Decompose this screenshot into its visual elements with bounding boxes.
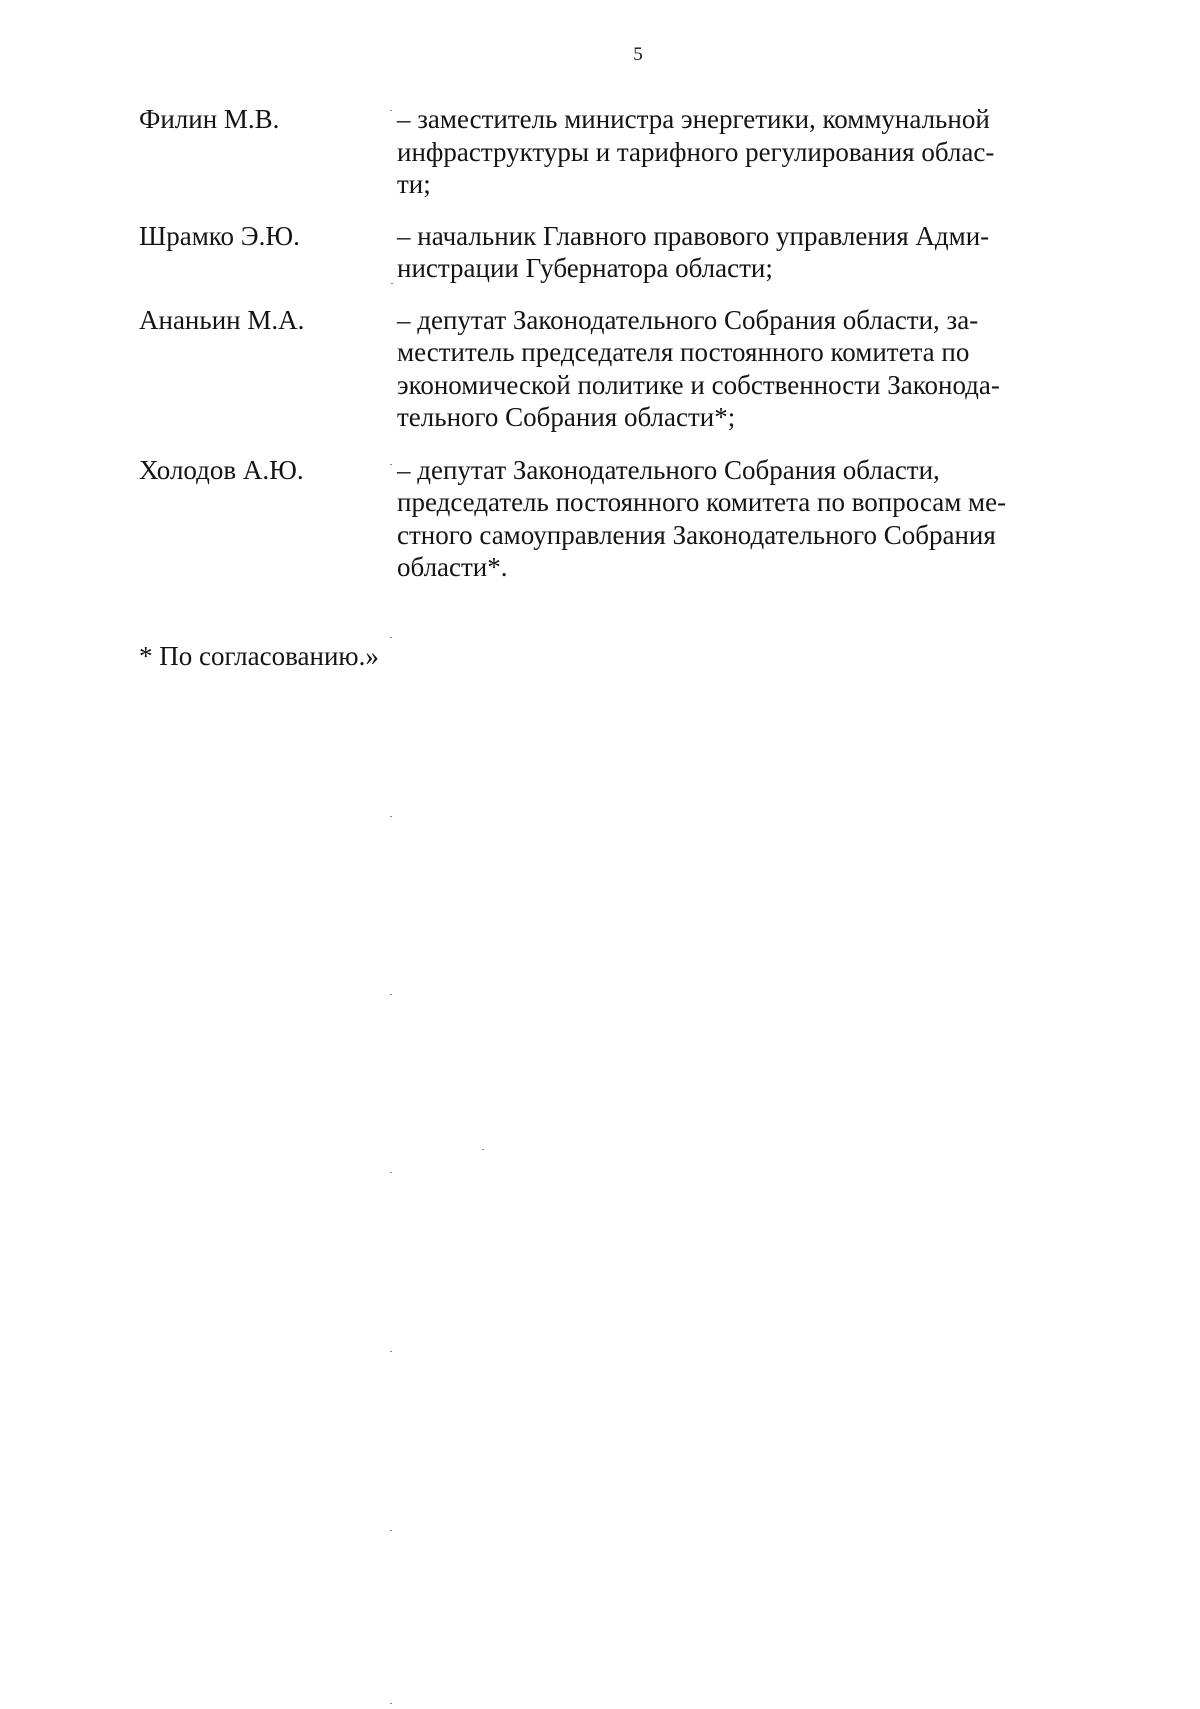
scan-speck (390, 1351, 392, 1352)
role-line: тельного Собрания области*; (397, 402, 736, 432)
scan-speck (390, 637, 392, 638)
footnote: * По согласованию.» (139, 641, 379, 671)
member-role (397, 220, 1037, 285)
scan-speck (390, 1172, 392, 1173)
member-row (139, 304, 1059, 434)
role-line: – депутат Законодательного Собрания области, за- (397, 304, 979, 335)
member-row (139, 220, 1059, 285)
member-role (397, 304, 1037, 434)
role-line: стного самоуправления Законодательного Собрания (397, 519, 996, 550)
member-row (139, 103, 1059, 201)
scan-speck (482, 1149, 484, 1150)
member-role (397, 103, 1037, 201)
member-role (397, 454, 1037, 584)
member-name: Ананьин М.А. (139, 304, 305, 335)
role-line: – заместитель министра энергетики, коммунальной (397, 104, 990, 134)
scan-speck (390, 1530, 392, 1531)
role-line: ти; (397, 169, 431, 199)
member-name: Холодов А.Ю. (139, 454, 304, 485)
role-line: инфраструктуры и тарифного регулирования облас- (397, 136, 995, 167)
member-name: Филин М.В. (139, 104, 280, 134)
role-line: экономической политике и собственности Законода- (397, 369, 1000, 400)
role-line: нистрации Губернатора области; (397, 253, 773, 283)
role-line: – начальник Главного правового управления Адми- (397, 220, 990, 251)
page-number: 5 (633, 44, 643, 65)
scan-speck (390, 464, 392, 465)
member-name: Шрамко Э.Ю. (139, 220, 300, 251)
scan-speck (390, 816, 392, 817)
scan-speck (391, 283, 393, 284)
role-line: области*. (397, 552, 508, 582)
scan-speck (390, 1703, 392, 1704)
scan-speck (390, 110, 392, 111)
scan-speck (390, 994, 392, 995)
role-line: меститель председателя постоянного комитета по (397, 337, 970, 367)
commission-member-list (139, 103, 1059, 584)
member-row (139, 454, 1059, 584)
role-line: – депутат Законодательного Собрания области, (397, 454, 940, 485)
role-line: председатель постоянного комитета по вопросам ме- (397, 487, 1007, 517)
